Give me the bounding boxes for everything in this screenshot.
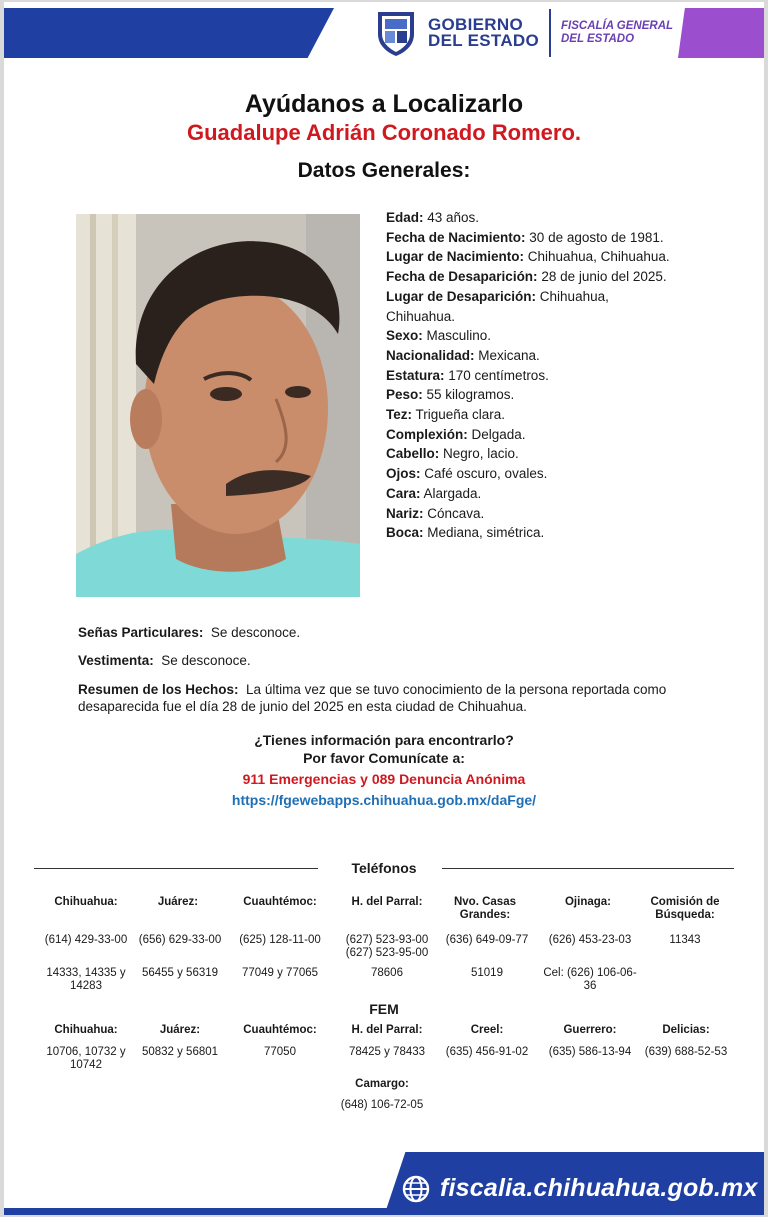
detail-label: Fecha de Desaparición:: [386, 269, 538, 285]
detail-value: Café oscuro, ovales.: [420, 466, 548, 482]
extension: 14333, 14335 y 14283: [46, 967, 126, 992]
globe-icon: [401, 1174, 431, 1204]
header-band-right: [678, 8, 764, 58]
extension: 51019: [471, 967, 503, 979]
camargo-number: (648) 106-72-05: [340, 1099, 424, 1111]
fem-number: 50832 y 56801: [141, 1046, 219, 1058]
particular-signs: [78, 624, 718, 641]
fem-number: (635) 456-91-02: [445, 1046, 529, 1058]
detail-label: Lugar de Desaparición:: [386, 288, 537, 304]
detail-item: [386, 464, 676, 484]
detail-label: Tez:: [386, 407, 412, 423]
detail-item: [386, 346, 676, 366]
clothing-label: Vestimenta:: [78, 653, 154, 668]
shield-logo-icon: [374, 8, 418, 58]
detail-value: Delgada.: [467, 426, 526, 442]
detail-item: [386, 444, 676, 464]
phone-number: (656) 629-33-00: [138, 934, 222, 946]
detail-label: Cara:: [386, 485, 421, 501]
detail-item: [386, 504, 676, 524]
poster-title: Ayúdanos a Localizarlo: [244, 90, 524, 118]
facts-summary: [78, 681, 718, 715]
detail-label: Lugar de Nacimiento:: [386, 249, 525, 265]
phone-header: Chihuahua:: [54, 896, 118, 908]
phones-title: Teléfonos: [351, 860, 417, 876]
phone-header: H. del Parral:: [351, 896, 423, 908]
detail-item: [386, 405, 676, 425]
gov-line-1: GOBIERNO: [428, 15, 523, 34]
divider-right: [442, 868, 734, 869]
facts-summary-value: La última vez que se tuvo conocimiento de la persona reportada como desaparecida fue el día 28 de junio del 2025 en esta ciudad de Chihuahua.: [78, 682, 671, 714]
particular-signs-label: Señas Particulares:: [78, 625, 204, 640]
fem-number: (635) 586-13-94: [548, 1046, 632, 1058]
detail-item: [386, 425, 676, 445]
detail-value: Mexicana.: [474, 347, 540, 363]
fem-header: Creel:: [470, 1024, 504, 1036]
phone-header: Ojinaga:: [564, 896, 611, 908]
detail-item: [386, 247, 676, 267]
facts-summary-label: Resumen de los Hechos:: [78, 682, 239, 697]
detail-label: Sexo:: [386, 328, 423, 344]
info-question: ¿Tienes información para encontrarlo?: [254, 732, 514, 748]
extension: 77049 y 77065: [241, 967, 319, 979]
detail-label: Estatura:: [386, 367, 445, 383]
detail-item: [386, 287, 676, 326]
detail-label: Nariz:: [386, 505, 424, 521]
clothing: [78, 652, 718, 669]
fem-header: Cuauhtémoc:: [243, 1024, 317, 1036]
detail-label: Edad:: [386, 210, 424, 225]
detail-value: 30 de agosto de 1981.: [525, 229, 664, 245]
fem-number: 77050: [264, 1046, 296, 1058]
detail-label: Complexión:: [386, 426, 468, 442]
phone-header: Cuauhtémoc:: [243, 896, 317, 908]
header-band-left: [4, 8, 334, 58]
detail-value: 55 kilogramos.: [422, 387, 515, 403]
clothing-value: Se desconoce.: [153, 653, 251, 668]
detail-value: Negro, lacio.: [439, 446, 519, 462]
phone-header: Nvo. Casas Grandes:: [453, 896, 516, 921]
phone-number: (626) 453-23-03: [548, 934, 632, 946]
detail-value: Chihuahua, Chihuahua.: [386, 288, 609, 324]
gov-line-2: DEL ESTADO: [428, 31, 539, 50]
detail-label: Boca:: [386, 525, 424, 541]
extension: Cel: (626) 106-06-36: [543, 967, 637, 992]
detail-item: [386, 267, 676, 287]
detail-item: [386, 326, 676, 346]
footer-stripe: [4, 1208, 394, 1215]
detail-label: Fecha de Nacimiento:: [386, 229, 526, 245]
poster-sheet: [4, 2, 764, 1215]
phone-header: Comisión de Búsqueda:: [650, 896, 720, 921]
detail-item: [386, 228, 676, 248]
extension: 78606: [371, 967, 403, 979]
footer-website[interactable]: fiscalia.chihuahua.gob.mx: [440, 1174, 758, 1202]
logo-divider: [549, 9, 551, 57]
detail-value: Trigueña clara.: [412, 407, 506, 423]
camargo-label: Camargo:: [355, 1078, 409, 1090]
fem-number: (639) 688-52-53: [644, 1046, 728, 1058]
phone-number: (614) 429-33-00: [44, 934, 128, 946]
detail-value: Cóncava.: [423, 505, 485, 521]
detail-label: Ojos:: [386, 466, 421, 482]
detail-item: [386, 523, 676, 543]
fem-header: Juárez:: [159, 1024, 201, 1036]
detail-value: 28 de junio del 2025.: [537, 269, 667, 285]
missing-person-name: Guadalupe Adrián Coronado Romero.: [187, 120, 581, 145]
detail-label: Peso:: [386, 387, 423, 403]
phone-number: 11343: [669, 934, 701, 946]
detail-value: Chihuahua, Chihuahua.: [524, 249, 670, 265]
detail-value: Mediana, simétrica.: [423, 525, 545, 541]
fem-number: 10706, 10732 y 10742: [46, 1046, 126, 1071]
person-photo: [76, 214, 360, 597]
fiscalia-line-1: FISCALÍA GENERAL: [561, 20, 674, 32]
detail-value: Alargada.: [420, 485, 482, 501]
fem-number: 78425 y 78433: [348, 1046, 426, 1058]
detail-item: [386, 385, 676, 405]
report-url-link[interactable]: https://fgewebapps.chihuahua.gob.mx/daFge/: [231, 792, 537, 808]
detail-value: 170 centímetros.: [444, 367, 549, 383]
detail-item: [386, 484, 676, 504]
detail-label: Cabello:: [386, 446, 440, 462]
detail-label: Nacionalidad:: [386, 347, 475, 363]
fem-header: H. del Parral:: [351, 1024, 423, 1036]
particular-signs-value: Se desconoce.: [203, 625, 301, 640]
emergency-numbers: 911 Emergencias y 089 Denuncia Anónima: [242, 771, 526, 787]
phone-number: (625) 128-11-00: [239, 934, 321, 946]
fiscalia-line-2: DEL ESTADO: [561, 33, 635, 45]
phone-header: Juárez:: [157, 896, 199, 908]
detail-item: [386, 208, 676, 228]
detail-value: 43 años.: [423, 210, 480, 225]
contact-prompt: Por favor Comunícate a:: [303, 750, 465, 766]
detail-value: Masculino.: [422, 328, 492, 344]
fem-header: Chihuahua:: [54, 1024, 118, 1036]
general-data-list: [386, 208, 676, 543]
section-title: Datos Generales:: [297, 159, 471, 182]
phone-number: (627) 523-93-00 (627) 523-95-00: [345, 934, 429, 959]
fem-title: FEM: [369, 1001, 399, 1017]
phone-number: (636) 649-09-77: [445, 934, 529, 946]
fem-header: Delicias:: [662, 1024, 710, 1036]
government-logo: [374, 8, 673, 58]
fem-header: Guerrero:: [563, 1024, 617, 1036]
extension: 56455 y 56319: [141, 967, 219, 979]
detail-item: [386, 366, 676, 386]
